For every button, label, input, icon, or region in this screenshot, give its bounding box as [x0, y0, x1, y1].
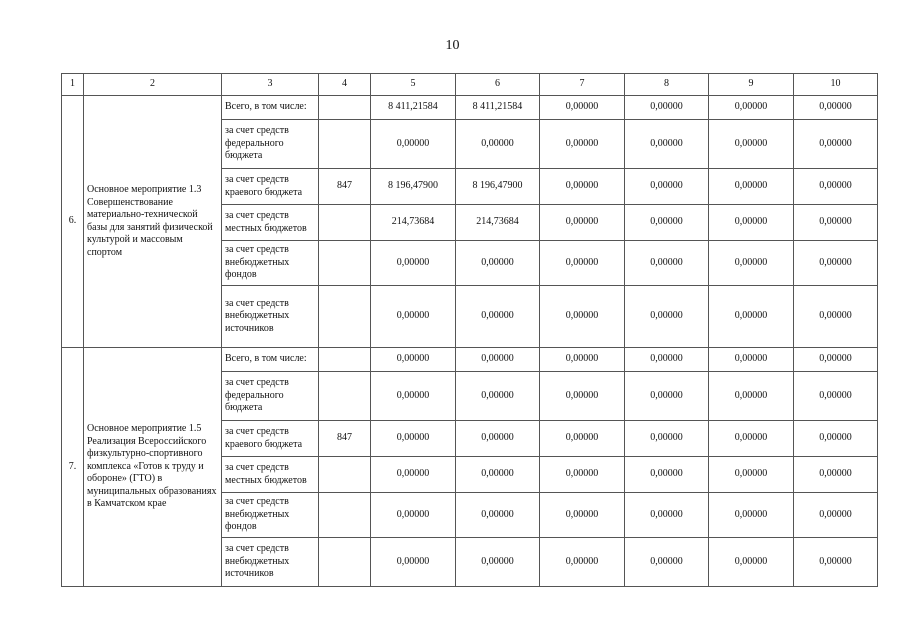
value-cell: 0,00000: [371, 120, 456, 169]
table-row: [62, 348, 878, 372]
value-cell: 0,00000: [709, 538, 794, 587]
value-cell: 0,00000: [625, 205, 709, 241]
header-cell: 3: [222, 74, 319, 96]
table-row: [62, 96, 878, 120]
value-cell: 0,00000: [794, 457, 878, 493]
value-cell: 0,00000: [709, 348, 794, 372]
value-cell: 0,00000: [456, 372, 540, 421]
value-cell: 8 196,47900: [371, 169, 456, 205]
value-cell: 0,00000: [625, 421, 709, 457]
table-body: [62, 74, 878, 587]
value-cell: 0,00000: [709, 286, 794, 348]
value-cell: 0,00000: [625, 286, 709, 348]
value-cell: 0,00000: [794, 241, 878, 286]
value-cell: 8 411,21584: [456, 96, 540, 120]
value-cell: 0,00000: [540, 169, 625, 205]
funding-source: за счет средств местных бюджетов: [222, 457, 319, 493]
value-cell: 0,00000: [456, 493, 540, 538]
header-cell: 2: [84, 74, 222, 96]
value-cell: 0,00000: [794, 538, 878, 587]
value-cell: 8 411,21584: [371, 96, 456, 120]
budget-code: [319, 538, 371, 587]
value-cell: 0,00000: [371, 493, 456, 538]
budget-code: [319, 205, 371, 241]
funding-source: за счет средств внебюджетных источников: [222, 286, 319, 348]
value-cell: 0,00000: [709, 372, 794, 421]
value-cell: 0,00000: [540, 348, 625, 372]
value-cell: 0,00000: [794, 372, 878, 421]
value-cell: 0,00000: [625, 120, 709, 169]
value-cell: 0,00000: [709, 493, 794, 538]
value-cell: 0,00000: [540, 96, 625, 120]
value-cell: 0,00000: [540, 205, 625, 241]
value-cell: 0,00000: [540, 421, 625, 457]
budget-code: [319, 457, 371, 493]
funding-source: за счет средств федерального бюджета: [222, 372, 319, 421]
value-cell: 0,00000: [540, 286, 625, 348]
measure-title: Основное мероприятие 1.5 Реализация Всероссийского физкультурно-спортивного комплекса «Готов к труду и обороне» (ГТО) в муниципальных образованиях в Камчатском крае: [84, 348, 222, 587]
funding-source: Всего, в том числе:: [222, 96, 319, 120]
row-number: 7.: [62, 348, 84, 587]
header-row: [62, 74, 878, 96]
value-cell: 0,00000: [625, 241, 709, 286]
row-number: 6.: [62, 96, 84, 348]
budget-code: 847: [319, 421, 371, 457]
value-cell: 0,00000: [794, 421, 878, 457]
value-cell: 0,00000: [625, 457, 709, 493]
value-cell: 0,00000: [371, 348, 456, 372]
funding-source: за счет средств федерального бюджета: [222, 120, 319, 169]
value-cell: 0,00000: [456, 241, 540, 286]
value-cell: 8 196,47900: [456, 169, 540, 205]
value-cell: 0,00000: [625, 169, 709, 205]
value-cell: 0,00000: [456, 120, 540, 169]
value-cell: 0,00000: [456, 286, 540, 348]
value-cell: 0,00000: [456, 421, 540, 457]
page-number: 10: [445, 38, 460, 53]
budget-code: [319, 96, 371, 120]
value-cell: 0,00000: [540, 372, 625, 421]
budget-code: [319, 493, 371, 538]
value-cell: 0,00000: [709, 96, 794, 120]
value-cell: 0,00000: [625, 372, 709, 421]
budget-table: [61, 73, 878, 587]
value-cell: 0,00000: [456, 457, 540, 493]
header-cell: 8: [625, 74, 709, 96]
value-cell: 0,00000: [625, 348, 709, 372]
funding-source: за счет средств внебюджетных фондов: [222, 241, 319, 286]
header-cell: 7: [540, 74, 625, 96]
measure-title: Основное мероприятие 1.3 Совершенствование материально-технической базы для занятий физической культурой и массовым спортом: [84, 96, 222, 348]
value-cell: 0,00000: [456, 348, 540, 372]
value-cell: 214,73684: [456, 205, 540, 241]
value-cell: 0,00000: [540, 241, 625, 286]
budget-code: [319, 372, 371, 421]
value-cell: 0,00000: [709, 241, 794, 286]
value-cell: 0,00000: [540, 457, 625, 493]
value-cell: 0,00000: [456, 538, 540, 587]
header-cell: 9: [709, 74, 794, 96]
budget-code: [319, 286, 371, 348]
budget-code: 847: [319, 169, 371, 205]
value-cell: 0,00000: [540, 538, 625, 587]
value-cell: 0,00000: [709, 169, 794, 205]
funding-source: за счет средств внебюджетных источников: [222, 538, 319, 587]
header-cell: 6: [456, 74, 540, 96]
value-cell: 0,00000: [794, 205, 878, 241]
value-cell: 0,00000: [371, 372, 456, 421]
value-cell: 0,00000: [709, 421, 794, 457]
value-cell: 0,00000: [371, 457, 456, 493]
value-cell: 0,00000: [371, 421, 456, 457]
header-cell: 4: [319, 74, 371, 96]
budget-code: [319, 241, 371, 286]
budget-code: [319, 120, 371, 169]
value-cell: 0,00000: [371, 241, 456, 286]
value-cell: 0,00000: [625, 493, 709, 538]
value-cell: 0,00000: [371, 538, 456, 587]
header-cell: 10: [794, 74, 878, 96]
value-cell: 0,00000: [794, 169, 878, 205]
value-cell: 0,00000: [540, 493, 625, 538]
value-cell: 0,00000: [794, 120, 878, 169]
value-cell: 0,00000: [709, 457, 794, 493]
funding-source: за счет средств внебюджетных фондов: [222, 493, 319, 538]
value-cell: 0,00000: [794, 348, 878, 372]
value-cell: 0,00000: [709, 205, 794, 241]
value-cell: 0,00000: [794, 286, 878, 348]
budget-code: [319, 348, 371, 372]
funding-source: за счет средств краевого бюджета: [222, 169, 319, 205]
header-cell: 5: [371, 74, 456, 96]
value-cell: 0,00000: [794, 96, 878, 120]
funding-source: за счет средств местных бюджетов: [222, 205, 319, 241]
header-cell: 1: [62, 74, 84, 96]
value-cell: 0,00000: [625, 96, 709, 120]
value-cell: 0,00000: [371, 286, 456, 348]
value-cell: 0,00000: [709, 120, 794, 169]
value-cell: 0,00000: [625, 538, 709, 587]
funding-source: за счет средств краевого бюджета: [222, 421, 319, 457]
value-cell: 214,73684: [371, 205, 456, 241]
value-cell: 0,00000: [540, 120, 625, 169]
funding-source: Всего, в том числе:: [222, 348, 319, 372]
value-cell: 0,00000: [794, 493, 878, 538]
